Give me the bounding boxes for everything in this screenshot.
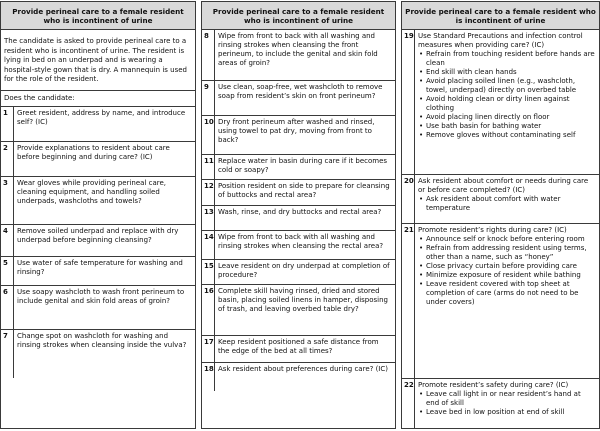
sub-item: • Leave call light in or near resident’s hand at end of skill xyxy=(418,390,596,408)
step-text: Remove soiled underpad and replace with dry underpad before beginning cleansing? xyxy=(17,226,179,244)
checklist-panel-1 xyxy=(0,1,196,429)
step-text: Greet resident, address by name, and introduce self? (IC) xyxy=(17,108,186,126)
checklist-step xyxy=(1,330,195,378)
checklist-step xyxy=(402,379,599,428)
step-number: 8 xyxy=(202,30,215,80)
sub-item: • Leave bed in low position at end of skill xyxy=(418,408,596,417)
checklist-step xyxy=(202,155,395,180)
step-number: 4 xyxy=(1,225,14,256)
sub-item: • Avoid placing soiled linen (e.g., washcloth, towel, underpad) directly on overbed table xyxy=(418,77,596,95)
sub-item: • Close privacy curtain before providing care xyxy=(418,262,596,271)
checklist-step xyxy=(402,30,599,175)
step-text: Wear gloves while providing perineal care, cleaning equipment, and handling soiled underpads, washcloths and towels? xyxy=(17,178,166,205)
step-number: 21 xyxy=(402,224,415,378)
panel-1-header: Provide perineal care to a female resident who is incontinent of urine xyxy=(1,2,195,30)
step-number: 12 xyxy=(202,180,215,205)
checklist-step xyxy=(202,206,395,231)
step-number: 7 xyxy=(1,330,14,378)
checklist-step xyxy=(202,260,395,285)
step-number: 14 xyxy=(202,231,215,259)
sub-item: • Refrain from touching resident before hands are clean xyxy=(418,50,596,68)
checklist-step xyxy=(1,225,195,257)
checklist-step xyxy=(1,107,195,142)
sub-item-list xyxy=(418,390,596,417)
sub-item: • Leave resident covered with top sheet at completion of care (arms do not need to be under covers) xyxy=(418,280,596,307)
sub-item: • Avoid placing linen directly on floor xyxy=(418,113,596,122)
checklist-step xyxy=(202,363,395,391)
sub-item-list xyxy=(418,50,596,140)
checklist-step xyxy=(1,257,195,286)
sub-item: • Use bath basin for bathing water xyxy=(418,122,596,131)
sub-item: • End skill with clean hands xyxy=(418,68,596,77)
scenario-intro: The candidate is asked to provide perineal care to a resident who is incontinent of urine. The resident is lying in bed on an underpad and is wearing a hospital-style gown that is dry. A mannequin is used for the role of the resident. xyxy=(1,30,195,91)
step-text: Provide explanations to resident about care before beginning and during care? (IC) xyxy=(17,143,170,161)
checklist-step xyxy=(1,286,195,330)
sub-item-list xyxy=(418,195,596,213)
checklist-step xyxy=(202,81,395,116)
step-text: Replace water in basin during care if it becomes cold or soapy? xyxy=(218,157,388,174)
step-text: Dry front perineum after washed and rinsed, using towel to pat dry, moving from front to back? xyxy=(218,118,375,144)
checklist-panel-2 xyxy=(201,1,396,429)
step-number: 6 xyxy=(1,286,14,329)
step-number: 11 xyxy=(202,155,215,179)
step-text: Leave resident on dry underpad at completion of procedure? xyxy=(218,262,390,279)
step-text: Keep resident positioned a safe distance from the edge of the bed at all times? xyxy=(218,338,379,355)
sub-item: • Remove gloves without contaminating self xyxy=(418,131,596,140)
step-text: Wash, rinse, and dry buttocks and rectal area? xyxy=(218,208,382,216)
step-text: Promote resident’s rights during care? (IC) xyxy=(418,226,567,234)
sub-item: • Ask resident about comfort with water temperature xyxy=(418,195,596,213)
step-number: 13 xyxy=(202,206,215,230)
step-text: Ask resident about preferences during care? (IC) xyxy=(218,365,388,373)
checklist-step xyxy=(402,175,599,224)
checklist-step xyxy=(202,231,395,260)
step-number: 5 xyxy=(1,257,14,285)
step-number: 3 xyxy=(1,177,14,224)
step-text: Use Standard Precautions and infection control measures when providing care? (IC) xyxy=(418,32,583,49)
panel-3-header: Provide perineal care to a female resident who is incontinent of urine xyxy=(402,2,599,30)
sub-item: • Minimize exposure of resident while bathing xyxy=(418,271,596,280)
checklist-panel-3 xyxy=(401,1,600,429)
checklist-step xyxy=(1,177,195,225)
step-text: Position resident on side to prepare for cleansing of buttocks and rectal area? xyxy=(218,182,390,199)
sub-item: • Refrain from addressing resident using terms, other than a name, such as “honey” xyxy=(418,244,596,262)
step-number: 19 xyxy=(402,30,415,174)
step-number: 16 xyxy=(202,285,215,335)
sub-item-list xyxy=(418,235,596,307)
step-number: 18 xyxy=(202,363,215,391)
step-number: 22 xyxy=(402,379,415,428)
step-number: 10 xyxy=(202,116,215,154)
checklist-step xyxy=(1,142,195,177)
panel-2-header: Provide perineal care to a female resident who is incontinent of urine xyxy=(202,2,395,30)
step-text: Promote resident’s safety during care? (IC) xyxy=(418,381,569,389)
checklist-step xyxy=(202,336,395,363)
checklist-step xyxy=(202,30,395,81)
step-number: 9 xyxy=(202,81,215,115)
step-text: Ask resident about comfort or needs during care or before care completed? (IC) xyxy=(418,177,589,194)
checklist-step xyxy=(202,116,395,155)
step-text: Use water of safe temperature for washing and rinsing? xyxy=(17,258,183,276)
sub-item: • Avoid holding clean or dirty linen against clothing xyxy=(418,95,596,113)
step-text: Change spot on washcloth for washing and rinsing strokes when cleansing inside the vulva? xyxy=(17,331,187,349)
checklist-step xyxy=(202,285,395,336)
checklist-step xyxy=(402,224,599,379)
step-text: Wipe from front to back with all washing and rinsing strokes when cleansing the front perineum, to include the genital and skin fold areas of groin? xyxy=(218,32,378,67)
step-number: 20 xyxy=(402,175,415,223)
step-text: Wipe from front to back with all washing and rinsing strokes when cleansing the rectal area? xyxy=(218,233,384,250)
sub-item: • Announce self or knock before entering room xyxy=(418,235,596,244)
checklist-step xyxy=(202,180,395,206)
step-number: 2 xyxy=(1,142,14,176)
checklist-subhead: Does the candidate: xyxy=(1,91,195,107)
step-text: Use soapy washcloth to wash front perineum to include genital and skin fold areas of groin? xyxy=(17,287,185,305)
step-number: 1 xyxy=(1,107,14,141)
step-text: Complete skill having rinsed, dried and stored basin, placing soiled linens in hamper, disposing of trash, and leaving overbed table dry? xyxy=(218,287,388,313)
step-number: 17 xyxy=(202,336,215,362)
step-text: Use clean, soap-free, wet washcloth to remove soap from resident’s skin on front perineum? xyxy=(218,83,383,100)
step-number: 15 xyxy=(202,260,215,284)
